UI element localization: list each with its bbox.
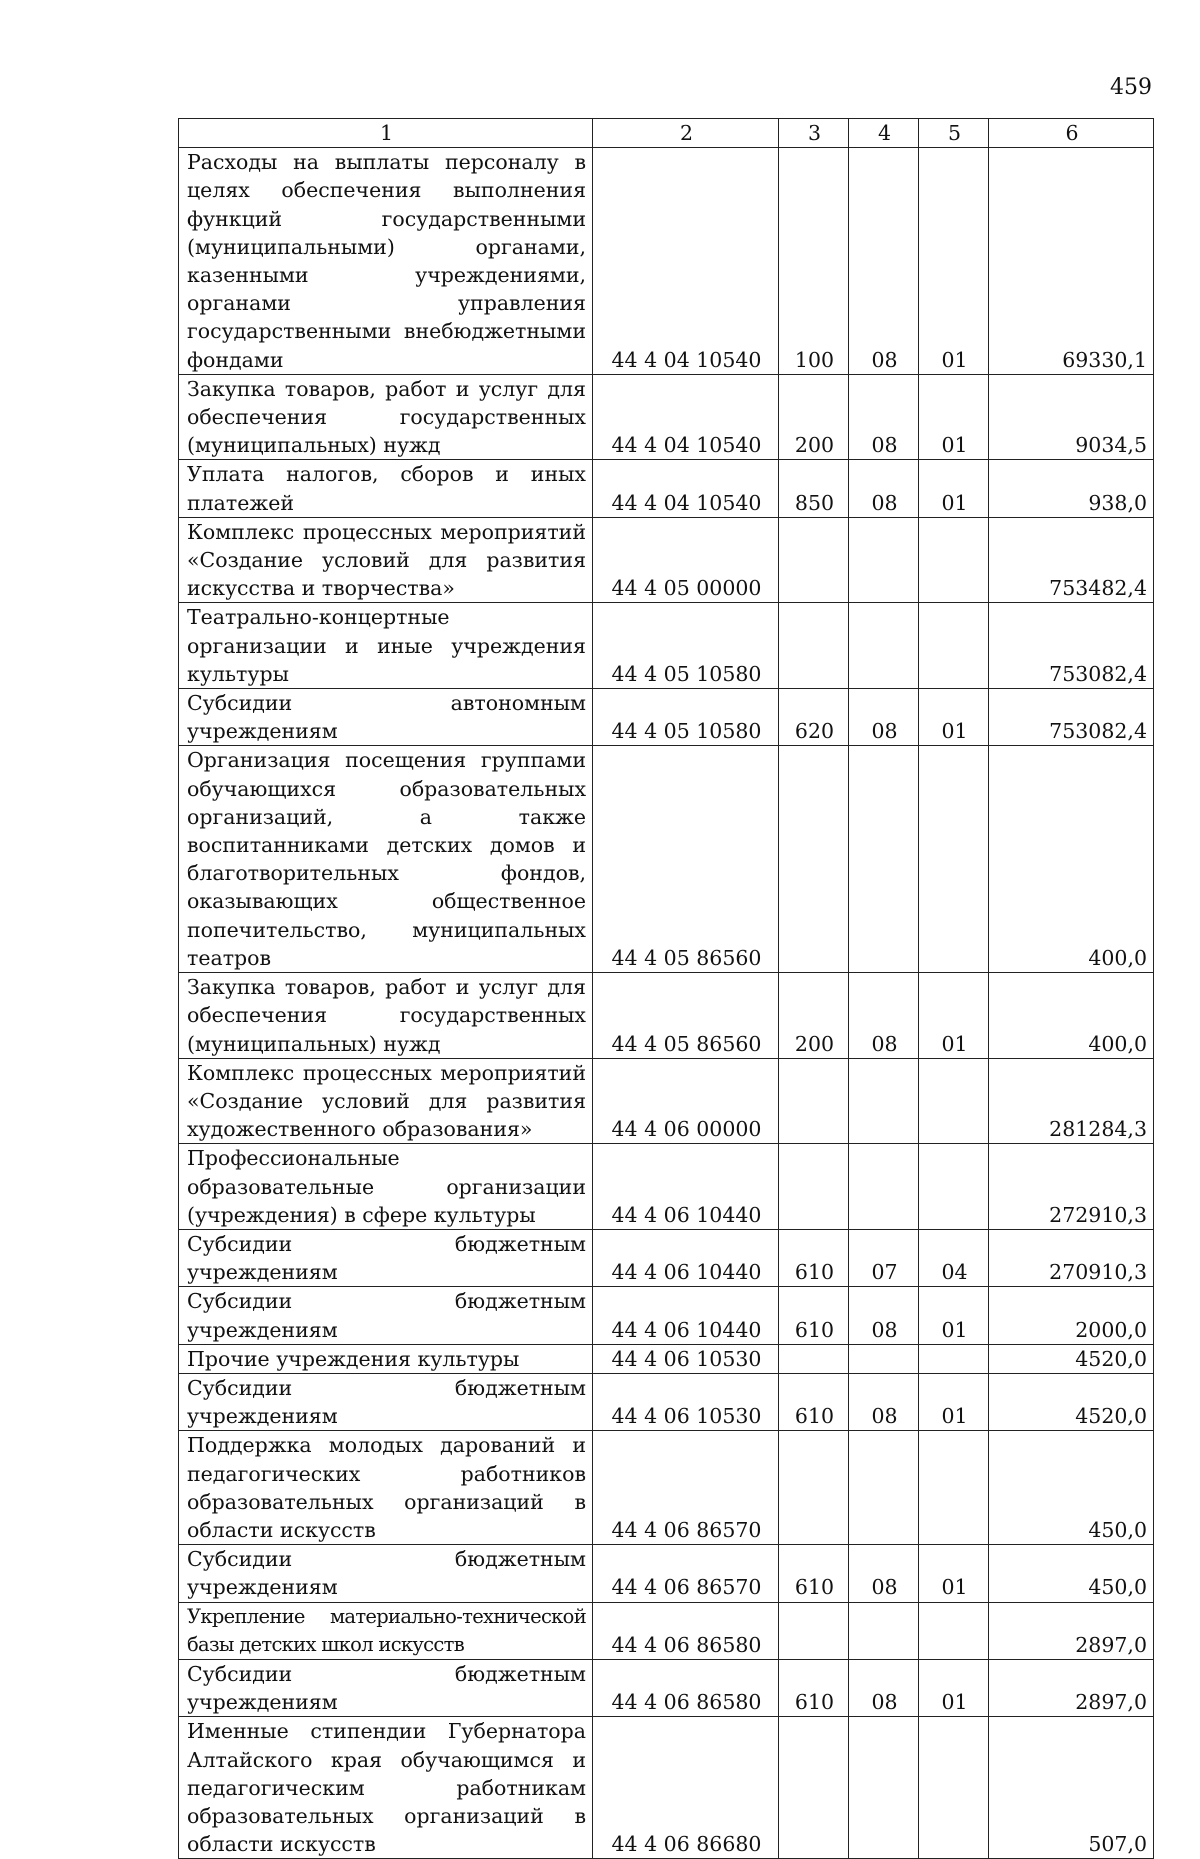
subsection-cell (919, 1344, 989, 1373)
table-row (179, 374, 1154, 460)
table-row (179, 1144, 1154, 1230)
expense-type-cell (779, 1717, 849, 1859)
subsection-cell: 01 (919, 374, 989, 460)
amount-cell: 400,0 (989, 746, 1154, 973)
column-header-3: 3 (779, 119, 849, 148)
subsection-cell: 01 (919, 1373, 989, 1430)
row-name-cell: Профессиональные образовательные организации (учреждения) в сфере культуры (179, 1144, 593, 1230)
table-row (179, 517, 1154, 603)
target-code-cell: 44 4 05 00000 (593, 517, 779, 603)
table-row (179, 1545, 1154, 1602)
amount-cell: 2000,0 (989, 1287, 1154, 1344)
expense-type-cell: 610 (779, 1545, 849, 1602)
amount-cell: 69330,1 (989, 148, 1154, 375)
section-cell (849, 1144, 919, 1230)
section-cell (849, 1344, 919, 1373)
target-code-cell: 44 4 06 10440 (593, 1287, 779, 1344)
table-row (179, 746, 1154, 973)
amount-cell: 2897,0 (989, 1602, 1154, 1659)
column-header-5: 5 (919, 119, 989, 148)
expense-type-cell: 610 (779, 1659, 849, 1716)
row-name-cell: Именные стипендии Губернатора Алтайского края обучающимся и педагогическим работникам образовательных организаций в области искусств (179, 1717, 593, 1859)
amount-cell: 270910,3 (989, 1229, 1154, 1286)
amount-cell: 753082,4 (989, 689, 1154, 746)
section-cell: 08 (849, 1545, 919, 1602)
table-row (179, 689, 1154, 746)
target-code-cell: 44 4 05 10580 (593, 603, 779, 689)
section-cell: 08 (849, 1287, 919, 1344)
row-name-cell: Субсидии бюджетным учреждениям (179, 1545, 593, 1602)
row-name-cell: Уплата налогов, сборов и иных платежей (179, 460, 593, 517)
amount-cell: 4520,0 (989, 1344, 1154, 1373)
table-row (179, 1373, 1154, 1430)
table-header-row (179, 119, 1154, 148)
amount-cell: 272910,3 (989, 1144, 1154, 1230)
target-code-cell: 44 4 04 10540 (593, 148, 779, 375)
row-name-cell: Комплекс процессных мероприятий «Создание условий для развития искусства и творчества» (179, 517, 593, 603)
table-row (179, 603, 1154, 689)
amount-cell: 507,0 (989, 1717, 1154, 1859)
table-row (179, 1229, 1154, 1286)
expense-type-cell (779, 1602, 849, 1659)
row-name-cell: Субсидии автономным учреждениям (179, 689, 593, 746)
amount-cell: 281284,3 (989, 1058, 1154, 1144)
expense-type-cell (779, 517, 849, 603)
target-code-cell: 44 4 06 86580 (593, 1659, 779, 1716)
column-header-6: 6 (989, 119, 1154, 148)
target-code-cell: 44 4 06 00000 (593, 1058, 779, 1144)
expense-type-cell: 610 (779, 1229, 849, 1286)
expense-type-cell (779, 1431, 849, 1545)
section-cell: 08 (849, 1373, 919, 1430)
section-cell: 08 (849, 460, 919, 517)
row-name-cell: Укрепление материально-технической базы детских школ искусств (179, 1602, 593, 1659)
subsection-cell (919, 1058, 989, 1144)
row-name-cell: Субсидии бюджетным учреждениям (179, 1229, 593, 1286)
amount-cell: 450,0 (989, 1545, 1154, 1602)
row-name-cell: Комплекс процессных мероприятий «Создание условий для развития художественного образования» (179, 1058, 593, 1144)
target-code-cell: 44 4 04 10540 (593, 460, 779, 517)
amount-cell: 2897,0 (989, 1659, 1154, 1716)
row-name-cell: Закупка товаров, работ и услуг для обеспечения государственных (муниципальных) нужд (179, 973, 593, 1059)
section-cell: 07 (849, 1229, 919, 1286)
table-row (179, 1659, 1154, 1716)
expense-type-cell: 610 (779, 1373, 849, 1430)
expense-type-cell: 100 (779, 148, 849, 375)
section-cell (849, 1058, 919, 1144)
expense-type-cell: 620 (779, 689, 849, 746)
row-name-cell: Расходы на выплаты персоналу в целях обеспечения выполнения функций государственными (муниципальными) органами, казенными учреждениями, органами управления государственными внебюджетными фондами (179, 148, 593, 375)
expense-type-cell (779, 1344, 849, 1373)
section-cell (849, 1431, 919, 1545)
table-row (179, 148, 1154, 375)
row-name-cell: Субсидии бюджетным учреждениям (179, 1373, 593, 1430)
section-cell (849, 1602, 919, 1659)
amount-cell: 4520,0 (989, 1373, 1154, 1430)
row-name-cell: Прочие учреждения культуры (179, 1344, 593, 1373)
table-row (179, 1058, 1154, 1144)
section-cell (849, 746, 919, 973)
subsection-cell: 01 (919, 689, 989, 746)
target-code-cell: 44 4 06 10440 (593, 1229, 779, 1286)
subsection-cell: 04 (919, 1229, 989, 1286)
section-cell: 08 (849, 374, 919, 460)
expense-type-cell (779, 1058, 849, 1144)
subsection-cell (919, 1717, 989, 1859)
subsection-cell (919, 1602, 989, 1659)
section-cell: 08 (849, 1659, 919, 1716)
column-header-1: 1 (179, 119, 593, 148)
row-name-cell: Театрально-концертные организации и иные учреждения культуры (179, 603, 593, 689)
row-name-cell: Закупка товаров, работ и услуг для обеспечения государственных (муниципальных) нужд (179, 374, 593, 460)
row-name-cell: Субсидии бюджетным учреждениям (179, 1287, 593, 1344)
table-row (179, 460, 1154, 517)
subsection-cell: 01 (919, 460, 989, 517)
subsection-cell (919, 603, 989, 689)
target-code-cell: 44 4 04 10540 (593, 374, 779, 460)
target-code-cell: 44 4 06 86680 (593, 1717, 779, 1859)
target-code-cell: 44 4 06 86580 (593, 1602, 779, 1659)
expense-type-cell: 850 (779, 460, 849, 517)
expense-type-cell: 200 (779, 374, 849, 460)
amount-cell: 753082,4 (989, 603, 1154, 689)
section-cell (849, 517, 919, 603)
amount-cell: 753482,4 (989, 517, 1154, 603)
table-row (179, 1431, 1154, 1545)
amount-cell: 450,0 (989, 1431, 1154, 1545)
subsection-cell: 01 (919, 148, 989, 375)
expense-type-cell: 200 (779, 973, 849, 1059)
amount-cell: 9034,5 (989, 374, 1154, 460)
amount-cell: 938,0 (989, 460, 1154, 517)
expense-type-cell (779, 603, 849, 689)
subsection-cell (919, 1144, 989, 1230)
row-name-cell: Поддержка молодых дарований и педагогических работников образовательных организаций в области искусств (179, 1431, 593, 1545)
target-code-cell: 44 4 06 10440 (593, 1144, 779, 1230)
subsection-cell: 01 (919, 973, 989, 1059)
subsection-cell: 01 (919, 1659, 989, 1716)
target-code-cell: 44 4 06 86570 (593, 1545, 779, 1602)
target-code-cell: 44 4 05 10580 (593, 689, 779, 746)
target-code-cell: 44 4 05 86560 (593, 973, 779, 1059)
amount-cell: 400,0 (989, 973, 1154, 1059)
section-cell: 08 (849, 689, 919, 746)
subsection-cell (919, 746, 989, 973)
subsection-cell: 01 (919, 1287, 989, 1344)
target-code-cell: 44 4 06 10530 (593, 1344, 779, 1373)
section-cell: 08 (849, 148, 919, 375)
page-number: 459 (1110, 75, 1152, 100)
table-row (179, 1717, 1154, 1859)
table-row (179, 1287, 1154, 1344)
budget-table (178, 118, 1154, 1859)
row-name-cell: Субсидии бюджетным учреждениям (179, 1659, 593, 1716)
section-cell: 08 (849, 973, 919, 1059)
table-row (179, 1344, 1154, 1373)
expense-type-cell (779, 746, 849, 973)
subsection-cell (919, 1431, 989, 1545)
column-header-2: 2 (593, 119, 779, 148)
target-code-cell: 44 4 06 10530 (593, 1373, 779, 1430)
expense-type-cell: 610 (779, 1287, 849, 1344)
table-row (179, 1602, 1154, 1659)
expense-type-cell (779, 1144, 849, 1230)
subsection-cell (919, 517, 989, 603)
section-cell (849, 603, 919, 689)
section-cell (849, 1717, 919, 1859)
target-code-cell: 44 4 05 86560 (593, 746, 779, 973)
target-code-cell: 44 4 06 86570 (593, 1431, 779, 1545)
table-row (179, 973, 1154, 1059)
subsection-cell: 01 (919, 1545, 989, 1602)
row-name-cell: Организация посещения группами обучающихся образовательных организаций, а также воспитанниками детских домов и благотворительных фондов, оказывающих общественное попечительство, муниципальных театров (179, 746, 593, 973)
column-header-4: 4 (849, 119, 919, 148)
